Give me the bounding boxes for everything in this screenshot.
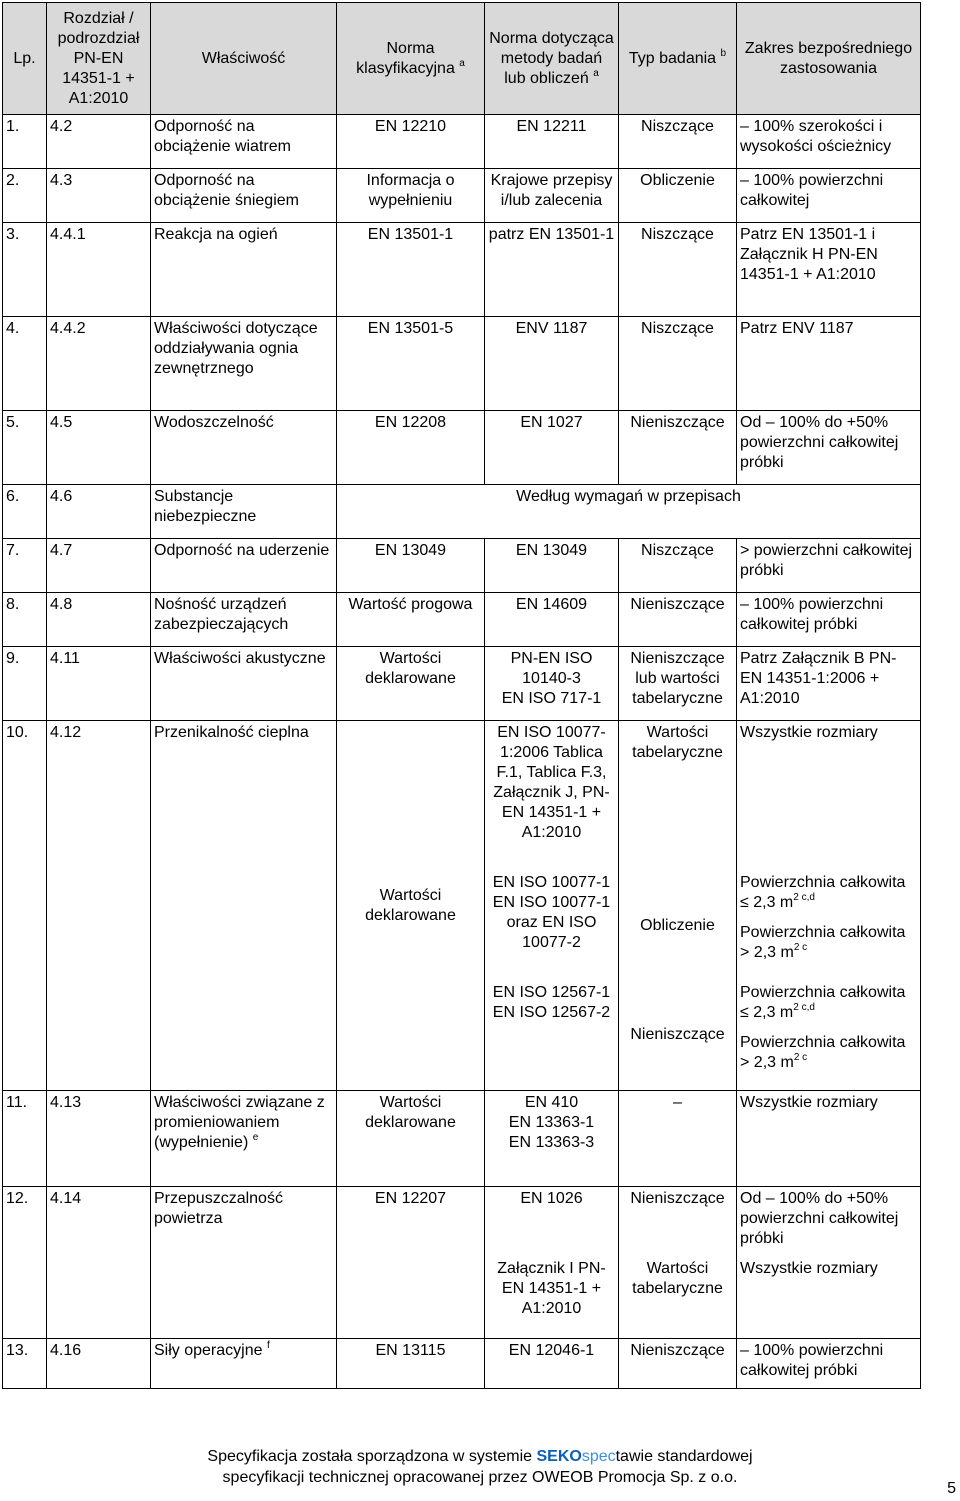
cell-merged-requirements: Według wymagań w przepisach xyxy=(337,485,921,539)
cell-type: Obliczenie xyxy=(619,871,737,981)
cell-type: Niszczące xyxy=(619,539,737,593)
footer-line-2: specyfikacji technicznej opracowanej przez OWEOB Promocja Sp. z o.o. xyxy=(222,1469,738,1486)
header-section: Rozdział / podrozdział PN-EN 14351-1 + A1:2010 xyxy=(47,3,151,115)
cell-norm: Wartości deklarowane xyxy=(337,1091,485,1187)
scope-line: Powierzchnia całkowita ≤ 2,3 $m^{2 c,d}$ xyxy=(740,873,906,911)
cell-lp: 7. xyxy=(3,539,47,593)
cell-type: – xyxy=(619,1091,737,1187)
row-5 xyxy=(3,411,921,485)
cell-type: Nieniszczące xyxy=(619,981,737,1091)
cell-scope: Od – 100% do +50% powierzchni całkowitej próbki xyxy=(737,411,921,485)
row-9 xyxy=(3,647,921,721)
cell-norm: EN 12207 xyxy=(337,1187,485,1257)
scope-line: Powierzchnia całkowita > 2,3 $m^{2 c}$ xyxy=(740,1033,906,1071)
seko-brand: SEKO xyxy=(536,1448,582,1465)
cell-lp: 1. xyxy=(3,115,47,169)
cell-section: 4.12 xyxy=(47,721,151,1091)
cell-type: Niszczące xyxy=(619,317,737,411)
row-7 xyxy=(3,539,921,593)
page-number: 5 xyxy=(947,1480,956,1497)
cell-lp: 2. xyxy=(3,169,47,223)
cell-lp: 8. xyxy=(3,593,47,647)
cell-scope: Wszystkie rozmiary xyxy=(737,1091,921,1187)
cell-property: Przepuszczalność powietrza xyxy=(151,1187,337,1339)
cell-method: EN 12046-1 xyxy=(485,1339,619,1389)
cell-section: 4.7 xyxy=(47,539,151,593)
cell-norm: EN 13049 xyxy=(337,539,485,593)
row-10 xyxy=(3,721,921,1091)
cell-property: Odporność na uderzenie xyxy=(151,539,337,593)
header-norm-method: Norma dotycząca metody badań lub obliczeń $^a$ xyxy=(485,3,619,115)
cell-scope: Wszystkie rozmiary xyxy=(737,1257,921,1339)
scope-line: Powierzchnia całkowita ≤ 2,3 $m^{2 c,d}$ xyxy=(740,983,906,1021)
row-4 xyxy=(3,317,921,411)
cell-method: EN ISO 12567-1 EN ISO 12567-2 xyxy=(485,981,619,1091)
cell-method: Krajowe przepisy i/lub zalecenia xyxy=(485,169,619,223)
header-property: Właściwość xyxy=(151,3,337,115)
cell-method: ENV 1187 xyxy=(485,317,619,411)
cell-norm: EN 12210 xyxy=(337,115,485,169)
cell-type: Nieniszczące xyxy=(619,1339,737,1389)
cell-method: patrz EN 13501-1 xyxy=(485,223,619,317)
cell-norm-empty xyxy=(337,1257,485,1339)
cell-scope: > powierzchni całkowitej próbki xyxy=(737,539,921,593)
cell-norm: Wartości deklarowane xyxy=(337,647,485,721)
specification-table xyxy=(2,2,921,1389)
cell-type: Wartości tabelaryczne xyxy=(619,1257,737,1339)
cell-type: Niszczące xyxy=(619,115,737,169)
cell-scope: Patrz ENV 1187 xyxy=(737,317,921,411)
cell-type: Wartości tabelaryczne xyxy=(619,721,737,871)
footer-line-1: Specyfikacja została sporządzona w systemie SEKOspectawie standardowej xyxy=(207,1448,753,1465)
cell-section: 4.8 xyxy=(47,593,151,647)
cell-lp: 5. xyxy=(3,411,47,485)
cell-property: Nośność urządzeń zabezpieczających xyxy=(151,593,337,647)
cell-scope: Patrz Załącznik B PN-EN 14351-1:2006 + A1:2010 xyxy=(737,647,921,721)
cell-property: Substancje niebezpieczne xyxy=(151,485,337,539)
cell-lp: 10. xyxy=(3,721,47,1091)
cell-section: 4.2 xyxy=(47,115,151,169)
cell-scope: – 100% powierzchni całkowitej próbki xyxy=(737,1339,921,1389)
cell-section: 4.5 xyxy=(47,411,151,485)
cell-lp: 3. xyxy=(3,223,47,317)
cell-property: Reakcja na ogień xyxy=(151,223,337,317)
cell-method: EN 12211 xyxy=(485,115,619,169)
row-3 xyxy=(3,223,921,317)
cell-scope: Wszystkie rozmiary xyxy=(737,721,921,871)
cell-property: Odporność na obciążenie śniegiem xyxy=(151,169,337,223)
row-2 xyxy=(3,169,921,223)
cell-norm: EN 13501-1 xyxy=(337,223,485,317)
cell-lp: 12. xyxy=(3,1187,47,1339)
header-test-type: Typ badania $^b$ xyxy=(619,3,737,115)
cell-lp: 9. xyxy=(3,647,47,721)
cell-property: Siły operacyjne $^f$ xyxy=(151,1339,337,1389)
cell-method: EN 13049 xyxy=(485,539,619,593)
cell-lp: 6. xyxy=(3,485,47,539)
cell-property: Właściwości związane z promieniowaniem (wypełnienie) $^e$ xyxy=(151,1091,337,1187)
cell-property: Przenikalność cieplna xyxy=(151,721,337,1091)
cell-type: Nieniszczące xyxy=(619,1187,737,1257)
cell-scope: Patrz EN 13501-1 i Załącznik H PN-EN 14351-1 + A1:2010 xyxy=(737,223,921,317)
cell-method: EN 410 EN 13363-1 EN 13363-3 xyxy=(485,1091,619,1187)
cell-lp: 11. xyxy=(3,1091,47,1187)
spec-brand: spec xyxy=(581,1448,616,1465)
scope-line: Powierzchnia całkowita > 2,3 $m^{2 c}$ xyxy=(740,923,906,961)
cell-section: 4.13 xyxy=(47,1091,151,1187)
cell-type: Nieniszczące lub wartości tabelaryczne xyxy=(619,647,737,721)
cell-property: Odporność na obciążenie wiatrem xyxy=(151,115,337,169)
cell-scope xyxy=(737,981,921,1091)
cell-method: Załącznik I PN-EN 14351-1 + A1:2010 xyxy=(485,1257,619,1339)
cell-method: EN ISO 10077-1 EN ISO 10077-1 oraz EN ISO 10077-2 xyxy=(485,871,619,981)
row-1 xyxy=(3,115,921,169)
cell-property: Właściwości akustyczne xyxy=(151,647,337,721)
cell-scope: Od – 100% do +50% powierzchni całkowitej próbki xyxy=(737,1187,921,1257)
cell-method: EN 1027 xyxy=(485,411,619,485)
cell-section: 4.16 xyxy=(47,1339,151,1389)
header-norm-class: Norma klasyfikacyjna $^a$ xyxy=(337,3,485,115)
row-13 xyxy=(3,1339,921,1389)
header-scope: Zakres bezpośredniego zastosowania xyxy=(737,3,921,115)
cell-method: EN 14609 xyxy=(485,593,619,647)
row-11 xyxy=(3,1091,921,1187)
cell-lp: 4. xyxy=(3,317,47,411)
cell-scope: – 100% powierzchni całkowitej próbki xyxy=(737,593,921,647)
cell-norm: EN 13501-5 xyxy=(337,317,485,411)
cell-type: Obliczenie xyxy=(619,169,737,223)
cell-norm: Wartość progowa xyxy=(337,593,485,647)
cell-section: 4.6 xyxy=(47,485,151,539)
row-8 xyxy=(3,593,921,647)
cell-norm: EN 12208 xyxy=(337,411,485,485)
cell-section: 4.11 xyxy=(47,647,151,721)
cell-scope: – 100% powierzchni całkowitej xyxy=(737,169,921,223)
row-12 xyxy=(3,1187,921,1339)
cell-method: EN 1026 xyxy=(485,1187,619,1257)
cell-norm: EN 13115 xyxy=(337,1339,485,1389)
cell-type: Niszczące xyxy=(619,223,737,317)
row-6 xyxy=(3,485,921,539)
cell-method: EN ISO 10077-1:2006 Tablica F.1, Tablica F.3, Załącznik J, PN-EN 14351-1 + A1:2010 xyxy=(485,721,619,871)
cell-method: PN-EN ISO 10140-3 EN ISO 717-1 xyxy=(485,647,619,721)
cell-section: 4.4.1 xyxy=(47,223,151,317)
cell-type: Nieniszczące xyxy=(619,411,737,485)
cell-scope: – 100% szerokości i wysokości ościeżnicy xyxy=(737,115,921,169)
cell-lp: 13. xyxy=(3,1339,47,1389)
header-lp: Lp. xyxy=(3,3,47,115)
cell-scope xyxy=(737,871,921,981)
page-footer xyxy=(0,1446,960,1488)
cell-section: 4.4.2 xyxy=(47,317,151,411)
cell-property: Właściwości dotyczące oddziaływania ognia zewnętrznego xyxy=(151,317,337,411)
cell-type: Nieniszczące xyxy=(619,593,737,647)
cell-norm: Informacja o wypełnieniu xyxy=(337,169,485,223)
header-row xyxy=(3,3,921,115)
cell-section: 4.3 xyxy=(47,169,151,223)
cell-property: Wodoszczelność xyxy=(151,411,337,485)
cell-norm: Wartości deklarowane xyxy=(337,721,485,1091)
cell-section: 4.14 xyxy=(47,1187,151,1339)
